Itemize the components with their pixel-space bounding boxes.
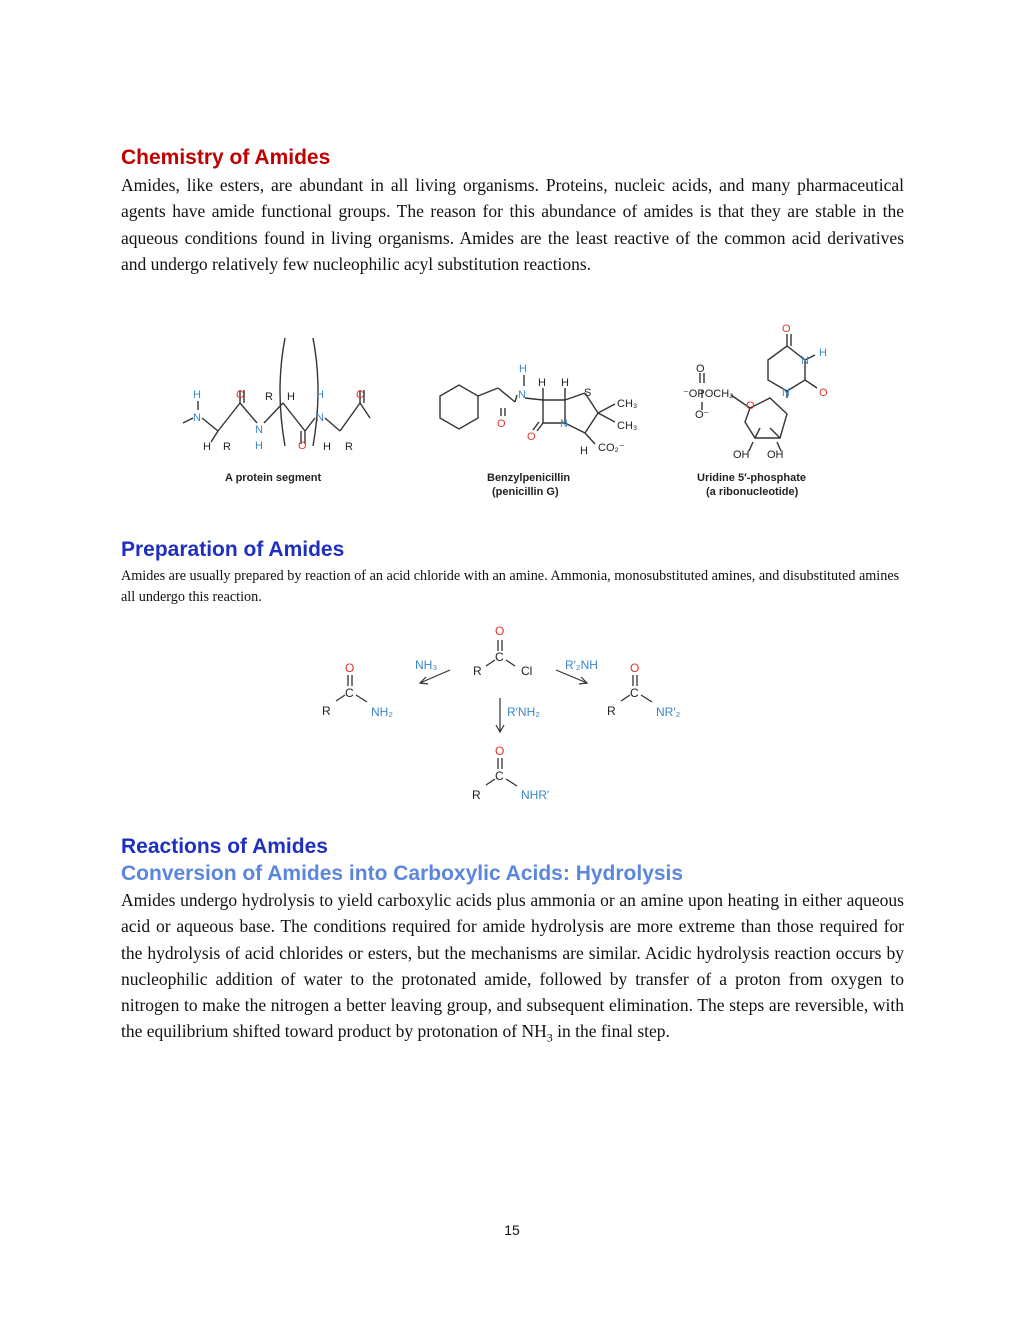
penicillin-labels	[497, 363, 637, 457]
atom-label: ⁻OPOCH₂	[683, 388, 734, 400]
subscript-3: 3	[546, 1030, 553, 1045]
atom-label: N	[316, 412, 324, 424]
atom-label: N	[801, 355, 809, 367]
atom-label: O	[298, 440, 307, 452]
protein-segment-labels	[193, 389, 365, 453]
atom-label: O	[819, 387, 828, 399]
atom-label: O	[630, 661, 640, 675]
atom-label: O	[356, 389, 365, 401]
section-title-chemistry: Chemistry of Amides	[121, 146, 331, 169]
reagent-nh3: NH₃	[415, 658, 438, 672]
atom-label: R	[322, 704, 331, 718]
atom-label: N	[560, 418, 568, 430]
atom-label: H	[323, 441, 331, 453]
atom-label: CH₃	[617, 398, 638, 410]
atom-label: C	[630, 686, 639, 700]
atom-label: O	[782, 323, 791, 335]
paragraph-hydrolysis	[121, 887, 904, 1051]
atom-label: H	[316, 389, 324, 401]
atom-label: H	[819, 347, 827, 359]
atom-label: H	[561, 377, 569, 389]
reagent-rnh2: R′NH₂	[507, 705, 540, 719]
paragraph-preparation: Amides are usually prepared by reaction of an acid chloride with an amine. Ammonia, monosubstituted amines, and disubstituted amines all undergo this reaction.	[121, 568, 900, 605]
atom-label: NH₂	[371, 705, 393, 719]
atom-label: NHR′	[521, 788, 550, 802]
atom-label: O	[527, 431, 536, 443]
atom-label: Cl	[521, 664, 533, 678]
arrow-down	[496, 698, 504, 732]
caption-uridine-2: (a ribonucleotide)	[706, 486, 799, 498]
atom-label: O⁻	[695, 409, 710, 421]
atom-label: O	[497, 418, 506, 430]
atom-label: N	[255, 424, 263, 436]
atom-label: C	[495, 650, 504, 664]
atom-label: R	[223, 441, 231, 453]
atom-label: N	[193, 412, 201, 424]
atom-label: H	[519, 363, 527, 375]
atom-label: O	[236, 389, 245, 401]
atom-label: CO₂⁻	[598, 442, 625, 454]
caption-penicillin-1: Benzylpenicillin	[487, 472, 571, 484]
atom-label: H	[193, 389, 201, 401]
atom-label: R	[607, 704, 616, 718]
paragraph-hydrolysis-end: in the final step.	[552, 1021, 670, 1042]
uridine-labels	[683, 323, 828, 461]
caption-protein: A protein segment	[225, 472, 322, 484]
reagent-r2nh: R′₂NH	[565, 658, 598, 672]
section-title-preparation: Preparation of Amides	[121, 538, 345, 561]
atom-label: H	[538, 377, 546, 389]
figure-amide-molecules	[165, 318, 855, 508]
atom-label: R	[265, 391, 273, 403]
atom-label: C	[495, 769, 504, 783]
page-number: 15	[504, 1222, 520, 1238]
arrow-right	[556, 670, 587, 684]
section-title-reactions: Reactions of Amides	[121, 835, 328, 858]
figure-amide-preparation	[310, 620, 710, 810]
protein-segment-structure	[183, 338, 370, 446]
caption-uridine-1: Uridine 5′-phosphate	[697, 472, 806, 484]
atom-label: OH	[733, 449, 750, 461]
atom-label: H	[255, 440, 263, 452]
atom-label: NR′₂	[656, 705, 681, 719]
paragraph-hydrolysis-text: Amides undergo hydrolysis to yield carboxylic acids plus ammonia or an amine upon heating in either aqueous acid or aqueous base. The conditions required for amide hydrolysis are more extreme than those required for the hydrolysis of acid chlorides or esters, but the mechanisms are similar. Acidic hydrolysis reaction occurs by nucleophilic addition of water to the protonated amide, followed by transfer of a proton from oxygen to nitrogen to make the nitrogen a better leaving group, and subsequent elimination. The steps are reversible, with the equilibrium shifted toward product by protonation of NH	[121, 890, 904, 1042]
atom-label: N	[782, 387, 790, 399]
atom-label: H	[580, 445, 588, 457]
section-subtitle-hydrolysis: Conversion of Amides into Carboxylic Acids: Hydrolysis	[121, 862, 684, 885]
atom-label: O	[696, 363, 705, 375]
atom-label: N	[518, 389, 526, 401]
atom-label: O	[345, 661, 355, 675]
atom-label: H	[287, 391, 295, 403]
atom-label: R	[345, 441, 353, 453]
arrow-left	[420, 670, 450, 684]
caption-penicillin-2: (penicillin G)	[492, 486, 559, 498]
atom-label: O	[495, 624, 505, 638]
atom-label: R	[472, 788, 481, 802]
atom-label: R	[473, 664, 482, 678]
atom-label: H	[203, 441, 211, 453]
atom-label: O	[746, 400, 755, 412]
atom-label: S	[584, 387, 592, 399]
atom-label: OH	[767, 449, 784, 461]
atom-label: C	[345, 686, 354, 700]
atom-label: O	[495, 744, 505, 758]
atom-label: CH₃	[617, 420, 638, 432]
paragraph-chemistry: Amides, like esters, are abundant in all living organisms. Proteins, nucleic acids, and many pharmaceutical agents have amide functional groups. The reason for this abundance of amides is that they are stable in the aqueous conditions found in living organisms. Amides are the least reactive of the common acid derivatives and undergo relatively few nucleophilic acyl substitution reactions.	[121, 175, 904, 274]
